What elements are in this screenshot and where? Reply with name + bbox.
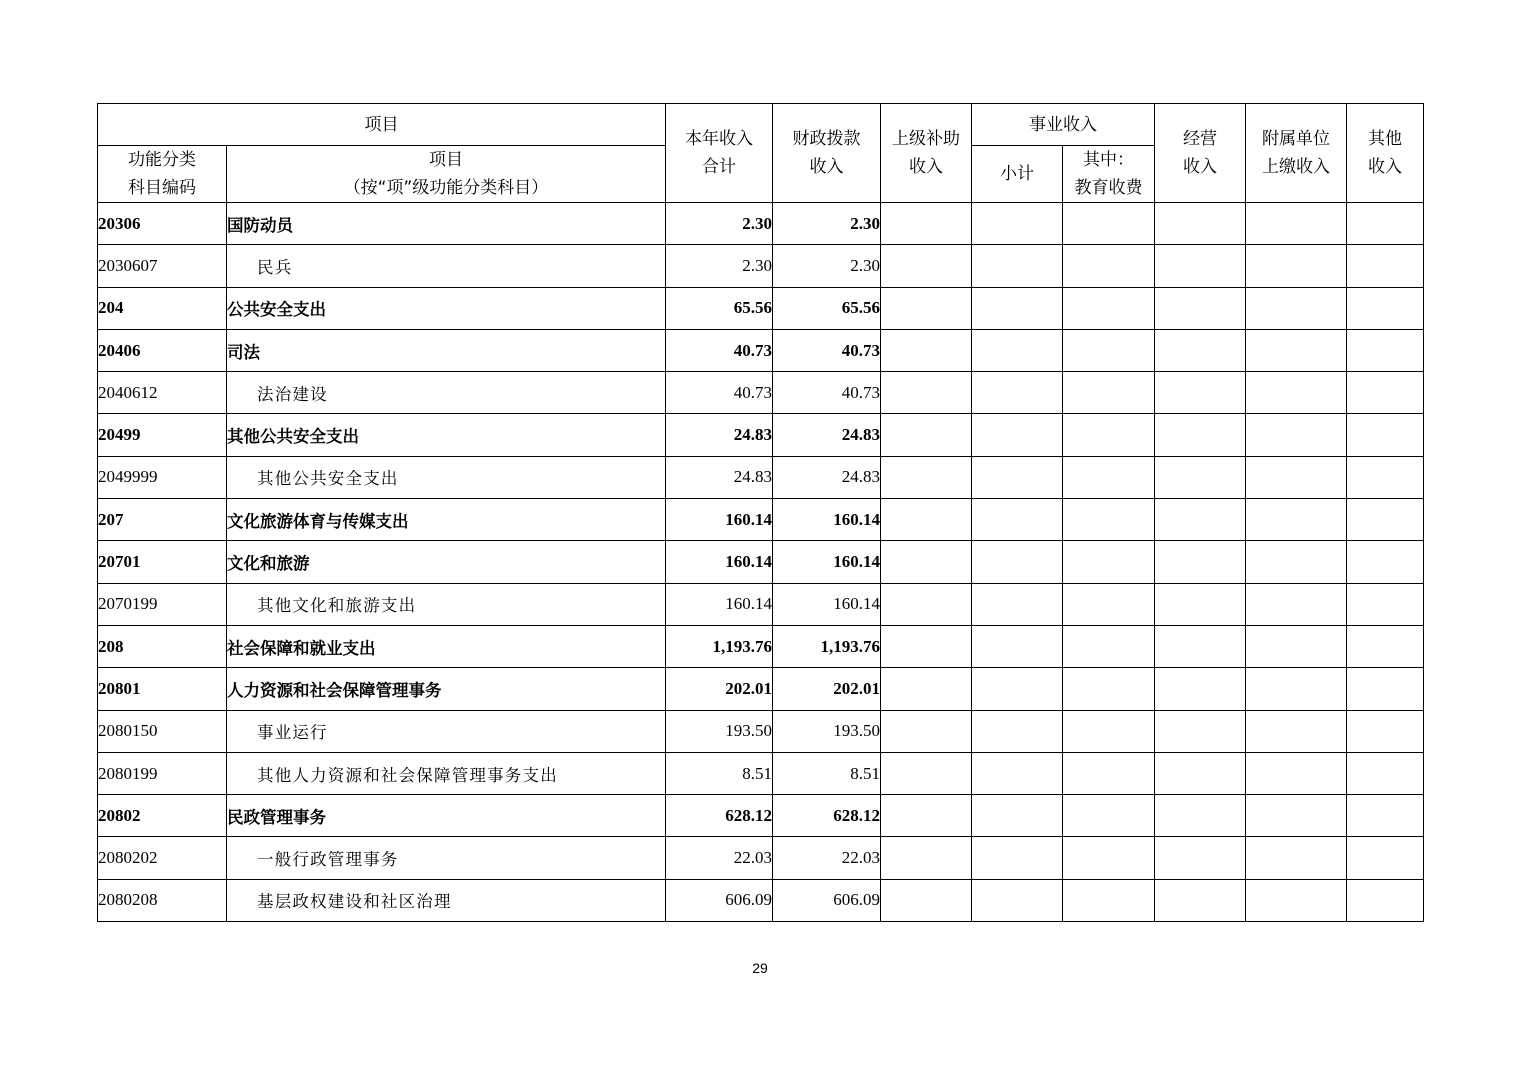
table-row xyxy=(98,372,1424,414)
row-name: 民政管理事务 xyxy=(227,795,666,837)
table-body xyxy=(98,203,1424,922)
row-code: 2080202 xyxy=(98,837,227,879)
row-education-fee xyxy=(1063,456,1155,498)
row-name: 社会保障和就业支出 xyxy=(227,625,666,667)
row-total-income: 160.14 xyxy=(666,499,773,541)
row-upper-subsidy xyxy=(881,287,972,329)
row-upper-subsidy xyxy=(881,456,972,498)
row-total-income: 193.50 xyxy=(666,710,773,752)
header-education-fee: 其中： 教育收费 xyxy=(1063,146,1155,203)
row-code: 2070199 xyxy=(98,583,227,625)
row-other-income xyxy=(1347,879,1424,921)
row-code: 208 xyxy=(98,625,227,667)
row-operating-income xyxy=(1155,456,1246,498)
row-other-income xyxy=(1347,668,1424,710)
header-other-income: 其他 收入 xyxy=(1347,104,1424,203)
row-fiscal-appropriation: 160.14 xyxy=(773,499,881,541)
header-subtotal: 小计 xyxy=(972,146,1063,203)
row-business-subtotal xyxy=(972,795,1063,837)
row-business-subtotal xyxy=(972,329,1063,371)
row-business-subtotal xyxy=(972,625,1063,667)
row-total-income: 160.14 xyxy=(666,541,773,583)
row-business-subtotal xyxy=(972,499,1063,541)
table-header xyxy=(98,104,1424,203)
row-upper-subsidy xyxy=(881,879,972,921)
row-education-fee xyxy=(1063,710,1155,752)
row-fiscal-appropriation: 628.12 xyxy=(773,795,881,837)
row-affiliate-income xyxy=(1246,583,1347,625)
row-education-fee xyxy=(1063,287,1155,329)
row-name: 其他人力资源和社会保障管理事务支出 xyxy=(227,752,666,794)
row-education-fee xyxy=(1063,879,1155,921)
row-education-fee xyxy=(1063,541,1155,583)
header-upper-subsidy: 上级补助 收入 xyxy=(881,104,972,203)
row-total-income: 202.01 xyxy=(666,668,773,710)
row-total-income: 2.30 xyxy=(666,245,773,287)
row-affiliate-income xyxy=(1246,287,1347,329)
row-business-subtotal xyxy=(972,203,1063,245)
row-operating-income xyxy=(1155,245,1246,287)
row-total-income: 1,193.76 xyxy=(666,625,773,667)
row-affiliate-income xyxy=(1246,837,1347,879)
row-upper-subsidy xyxy=(881,541,972,583)
row-fiscal-appropriation: 160.14 xyxy=(773,541,881,583)
row-total-income: 24.83 xyxy=(666,456,773,498)
row-other-income xyxy=(1347,414,1424,456)
row-fiscal-appropriation: 193.50 xyxy=(773,710,881,752)
row-affiliate-income xyxy=(1246,372,1347,414)
header-total-income: 本年收入 合计 xyxy=(666,104,773,203)
row-total-income: 24.83 xyxy=(666,414,773,456)
row-total-income: 65.56 xyxy=(666,287,773,329)
row-affiliate-income xyxy=(1246,625,1347,667)
row-operating-income xyxy=(1155,372,1246,414)
row-upper-subsidy xyxy=(881,752,972,794)
row-code: 20801 xyxy=(98,668,227,710)
row-education-fee xyxy=(1063,795,1155,837)
row-business-subtotal xyxy=(972,752,1063,794)
row-other-income xyxy=(1347,710,1424,752)
row-operating-income xyxy=(1155,625,1246,667)
row-education-fee xyxy=(1063,329,1155,371)
row-business-subtotal xyxy=(972,541,1063,583)
table-row xyxy=(98,668,1424,710)
row-upper-subsidy xyxy=(881,668,972,710)
row-operating-income xyxy=(1155,837,1246,879)
row-upper-subsidy xyxy=(881,837,972,879)
row-fiscal-appropriation: 40.73 xyxy=(773,372,881,414)
table-row xyxy=(98,414,1424,456)
row-affiliate-income xyxy=(1246,795,1347,837)
row-other-income xyxy=(1347,499,1424,541)
row-affiliate-income xyxy=(1246,668,1347,710)
row-fiscal-appropriation: 606.09 xyxy=(773,879,881,921)
row-code: 2080208 xyxy=(98,879,227,921)
row-operating-income xyxy=(1155,287,1246,329)
row-education-fee xyxy=(1063,245,1155,287)
table-row xyxy=(98,203,1424,245)
row-upper-subsidy xyxy=(881,710,972,752)
row-affiliate-income xyxy=(1246,245,1347,287)
row-code: 2049999 xyxy=(98,456,227,498)
row-business-subtotal xyxy=(972,668,1063,710)
row-total-income: 628.12 xyxy=(666,795,773,837)
row-operating-income xyxy=(1155,414,1246,456)
row-upper-subsidy xyxy=(881,329,972,371)
row-other-income xyxy=(1347,795,1424,837)
row-affiliate-income xyxy=(1246,499,1347,541)
row-business-subtotal xyxy=(972,287,1063,329)
row-operating-income xyxy=(1155,499,1246,541)
row-business-subtotal xyxy=(972,245,1063,287)
row-affiliate-income xyxy=(1246,710,1347,752)
row-other-income xyxy=(1347,837,1424,879)
row-affiliate-income xyxy=(1246,879,1347,921)
row-education-fee xyxy=(1063,414,1155,456)
row-name: 一般行政管理事务 xyxy=(227,837,666,879)
row-other-income xyxy=(1347,287,1424,329)
income-statement-table xyxy=(97,103,1424,922)
row-name: 文化旅游体育与传媒支出 xyxy=(227,499,666,541)
row-name: 事业运行 xyxy=(227,710,666,752)
row-name: 司法 xyxy=(227,329,666,371)
table-row xyxy=(98,710,1424,752)
row-code: 20802 xyxy=(98,795,227,837)
row-total-income: 8.51 xyxy=(666,752,773,794)
row-other-income xyxy=(1347,583,1424,625)
table-row xyxy=(98,879,1424,921)
table-row xyxy=(98,499,1424,541)
row-upper-subsidy xyxy=(881,499,972,541)
row-other-income xyxy=(1347,372,1424,414)
row-fiscal-appropriation: 24.83 xyxy=(773,456,881,498)
row-fiscal-appropriation: 160.14 xyxy=(773,583,881,625)
row-other-income xyxy=(1347,245,1424,287)
row-code: 20306 xyxy=(98,203,227,245)
row-operating-income xyxy=(1155,710,1246,752)
row-fiscal-appropriation: 22.03 xyxy=(773,837,881,879)
table-row xyxy=(98,583,1424,625)
row-affiliate-income xyxy=(1246,203,1347,245)
row-other-income xyxy=(1347,329,1424,371)
row-education-fee xyxy=(1063,372,1155,414)
row-fiscal-appropriation: 40.73 xyxy=(773,329,881,371)
row-other-income xyxy=(1347,541,1424,583)
row-operating-income xyxy=(1155,541,1246,583)
row-affiliate-income xyxy=(1246,329,1347,371)
row-name: 其他文化和旅游支出 xyxy=(227,583,666,625)
table-row xyxy=(98,456,1424,498)
table-row xyxy=(98,541,1424,583)
table-row xyxy=(98,625,1424,667)
row-business-subtotal xyxy=(972,414,1063,456)
row-fiscal-appropriation: 202.01 xyxy=(773,668,881,710)
header-function-code: 功能分类 科目编码 xyxy=(98,146,227,203)
row-upper-subsidy xyxy=(881,203,972,245)
row-business-subtotal xyxy=(972,879,1063,921)
row-operating-income xyxy=(1155,668,1246,710)
row-education-fee xyxy=(1063,203,1155,245)
row-upper-subsidy xyxy=(881,372,972,414)
row-affiliate-income xyxy=(1246,414,1347,456)
header-project: 项目 xyxy=(98,104,666,146)
row-name: 基层政权建设和社区治理 xyxy=(227,879,666,921)
header-affiliate-income: 附属单位 上缴收入 xyxy=(1246,104,1347,203)
table-row xyxy=(98,287,1424,329)
row-operating-income xyxy=(1155,583,1246,625)
row-upper-subsidy xyxy=(881,795,972,837)
row-operating-income xyxy=(1155,203,1246,245)
row-name: 文化和旅游 xyxy=(227,541,666,583)
row-code: 20406 xyxy=(98,329,227,371)
row-fiscal-appropriation: 8.51 xyxy=(773,752,881,794)
row-fiscal-appropriation: 2.30 xyxy=(773,245,881,287)
row-code: 2040612 xyxy=(98,372,227,414)
row-affiliate-income xyxy=(1246,456,1347,498)
row-business-subtotal xyxy=(972,583,1063,625)
row-name: 公共安全支出 xyxy=(227,287,666,329)
row-other-income xyxy=(1347,203,1424,245)
row-total-income: 40.73 xyxy=(666,372,773,414)
row-other-income xyxy=(1347,752,1424,794)
row-upper-subsidy xyxy=(881,414,972,456)
row-operating-income xyxy=(1155,752,1246,794)
header-operating-income: 经营 收入 xyxy=(1155,104,1246,203)
header-business-income: 事业收入 xyxy=(972,104,1155,146)
row-name: 国防动员 xyxy=(227,203,666,245)
row-fiscal-appropriation: 24.83 xyxy=(773,414,881,456)
row-total-income: 22.03 xyxy=(666,837,773,879)
row-education-fee xyxy=(1063,499,1155,541)
row-operating-income xyxy=(1155,879,1246,921)
row-upper-subsidy xyxy=(881,625,972,667)
table-row xyxy=(98,245,1424,287)
row-name: 民兵 xyxy=(227,245,666,287)
row-education-fee xyxy=(1063,625,1155,667)
row-education-fee xyxy=(1063,668,1155,710)
row-affiliate-income xyxy=(1246,541,1347,583)
row-operating-income xyxy=(1155,795,1246,837)
row-code: 2080199 xyxy=(98,752,227,794)
page-number: 29 xyxy=(752,960,768,976)
row-code: 204 xyxy=(98,287,227,329)
row-upper-subsidy xyxy=(881,583,972,625)
header-fiscal-appropriation: 财政拨款 收入 xyxy=(773,104,881,203)
row-fiscal-appropriation: 2.30 xyxy=(773,203,881,245)
row-business-subtotal xyxy=(972,372,1063,414)
row-code: 20701 xyxy=(98,541,227,583)
row-fiscal-appropriation: 65.56 xyxy=(773,287,881,329)
row-education-fee xyxy=(1063,583,1155,625)
row-business-subtotal xyxy=(972,710,1063,752)
table-row xyxy=(98,837,1424,879)
row-business-subtotal xyxy=(972,456,1063,498)
row-other-income xyxy=(1347,456,1424,498)
table-row xyxy=(98,795,1424,837)
row-total-income: 160.14 xyxy=(666,583,773,625)
row-code: 20499 xyxy=(98,414,227,456)
row-education-fee xyxy=(1063,837,1155,879)
row-name: 人力资源和社会保障管理事务 xyxy=(227,668,666,710)
row-code: 2080150 xyxy=(98,710,227,752)
row-name: 其他公共安全支出 xyxy=(227,414,666,456)
row-name: 其他公共安全支出 xyxy=(227,456,666,498)
row-affiliate-income xyxy=(1246,752,1347,794)
row-education-fee xyxy=(1063,752,1155,794)
row-business-subtotal xyxy=(972,837,1063,879)
row-code: 207 xyxy=(98,499,227,541)
table-row xyxy=(98,329,1424,371)
row-total-income: 2.30 xyxy=(666,203,773,245)
row-other-income xyxy=(1347,625,1424,667)
row-upper-subsidy xyxy=(881,245,972,287)
row-fiscal-appropriation: 1,193.76 xyxy=(773,625,881,667)
row-total-income: 606.09 xyxy=(666,879,773,921)
header-item-name: 项目 （按“项”级功能分类科目） xyxy=(227,146,666,203)
row-total-income: 40.73 xyxy=(666,329,773,371)
row-code: 2030607 xyxy=(98,245,227,287)
row-operating-income xyxy=(1155,329,1246,371)
row-name: 法治建设 xyxy=(227,372,666,414)
table-row xyxy=(98,752,1424,794)
